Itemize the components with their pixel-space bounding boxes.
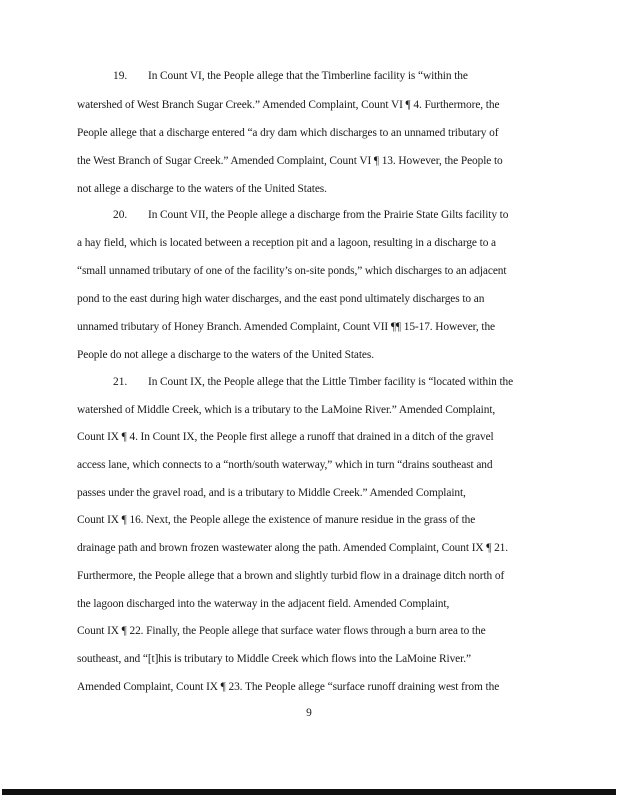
text-line: pond to the east during high water discharges, and the east pond ultimately discharges to an [77,293,485,305]
text-line: People do not allege a discharge to the waters of the United States. [77,349,374,361]
text-line: In Count VII, the People allege a discharge from the Prairie State Gilts facility to [148,209,509,221]
paragraph-number: 20. [113,209,128,221]
text-line: unnamed tributary of Honey Branch. Amended Complaint, Count VII ¶¶ 15-17. However, the [77,321,495,333]
text-line: drainage path and brown frozen wastewater along the path. Amended Complaint, Count IX ¶ 21. [77,542,509,554]
text-line: In Count VI, the People allege that the Timberline facility is “within the [148,70,468,82]
text-line: passes under the gravel road, and is a tributary to Middle Creek.” Amended Complaint, [77,487,466,499]
text-line: watershed of Middle Creek, which is a tributary to the LaMoine River.” Amended Complaint, [77,404,496,416]
text-line: In Count IX, the People allege that the Little Timber facility is “located within the [148,376,514,388]
text-line: southeast, and “[t]his is tributary to Middle Creek which flows into the LaMoine River.” [77,653,471,665]
bottom-border-rule [2,789,616,795]
text-line: Count IX ¶ 16. Next, the People allege the existence of manure residue in the grass of the [77,514,476,526]
text-line: watershed of West Branch Sugar Creek.” Amended Complaint, Count VI ¶ 4. Furthermore, the [77,99,500,111]
text-line: Amended Complaint, Count IX ¶ 23. The People allege “surface runoff draining west from the [77,681,500,693]
text-line: Count IX ¶ 22. Finally, the People allege that surface water flows through a burn area to the [77,625,486,637]
text-line: the lagoon discharged into the waterway in the adjacent field. Amended Complaint, [77,598,450,610]
text-line: Count IX ¶ 4. In Count IX, the People first allege a runoff that drained in a ditch of the gravel [77,431,494,443]
text-line: not allege a discharge to the waters of the United States. [77,183,327,195]
text-line: access lane, which connects to a “north/south waterway,” which in turn “drains southeast and [77,459,493,471]
paragraph-number: 21. [113,376,128,388]
text-line: the West Branch of Sugar Creek.” Amended Complaint, Count VI ¶ 13. However, the People to [77,155,503,167]
text-line: Furthermore, the People allege that a brown and slightly turbid flow in a drainage ditch north of [77,570,505,582]
text-line: a hay field, which is located between a reception pit and a lagoon, resulting in a discharge to a [77,237,496,249]
paragraph-number: 19. [113,70,128,82]
text-line: People allege that a discharge entered “a dry dam which discharges to an unnamed tributary of [77,127,499,139]
page-number: 9 [306,707,312,719]
text-line: “small unnamed tributary of one of the facility’s on-site ponds,” which discharges to an adjacent [77,265,507,277]
